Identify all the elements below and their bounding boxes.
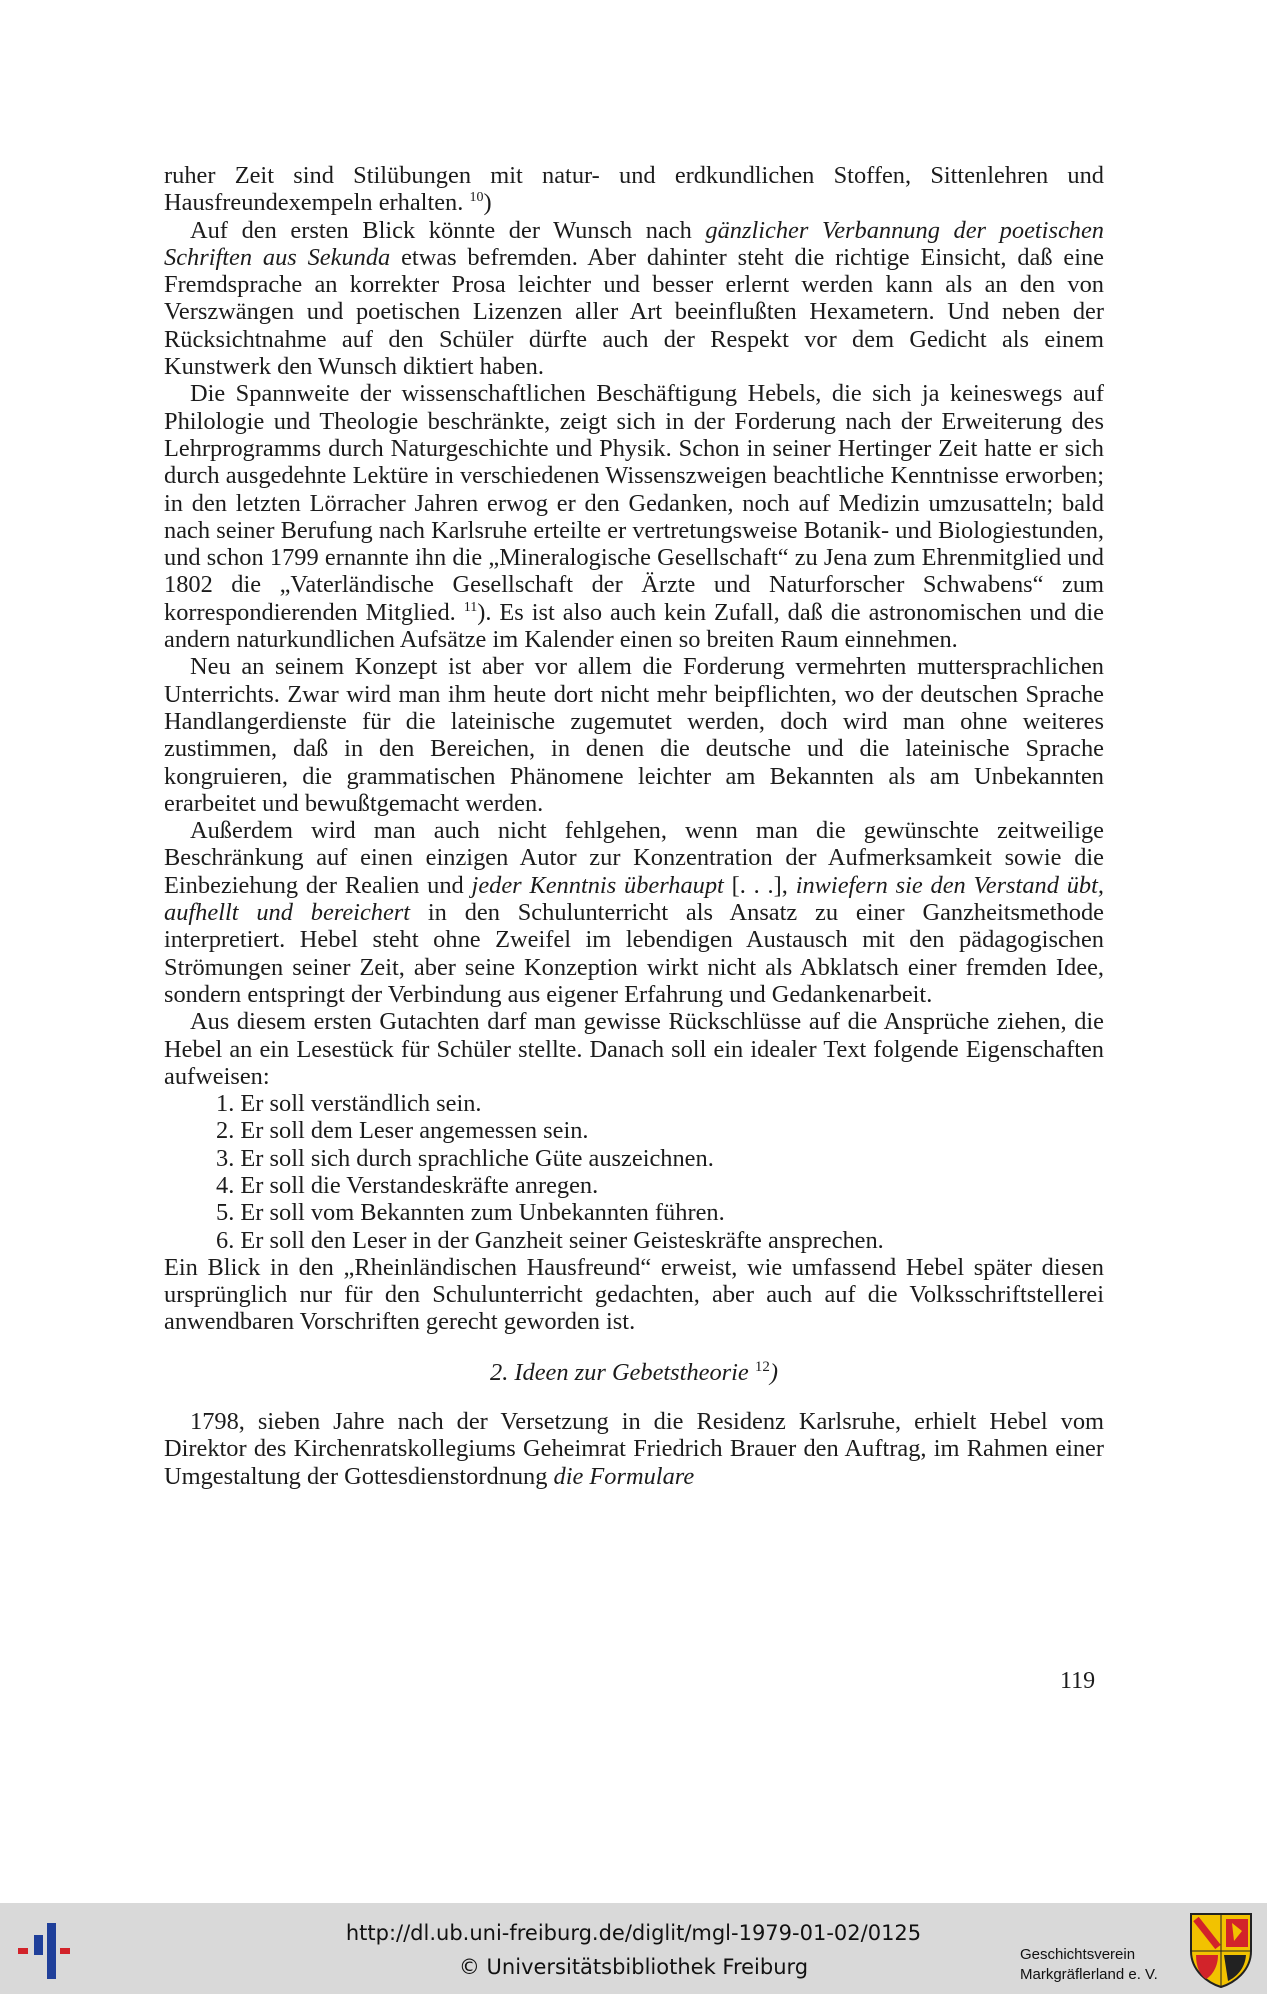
- footnote-ref: 12: [754, 1358, 770, 1375]
- document-url-link[interactable]: http://dl.ub.uni-freiburg.de/diglit/mgl-1979-01-02/0125: [345, 1921, 922, 1945]
- copyright-text: © Universitätsbibliothek Freiburg: [458, 1955, 809, 1979]
- italic-quote: jeder Kenntnis überhaupt: [471, 871, 724, 899]
- list-item: 1. Er soll verständlich sein.: [216, 1090, 482, 1118]
- paragraph-6: Aus diesem ersten Gutachten darf man gewisse Rückschlüsse auf die Ansprüche ziehen, die Hebel an ein Lesestück für Schüler stellte. Danach soll ein idealer Text folgende Eigenschaften aufweisen:: [164, 1008, 1104, 1090]
- italic-quote: gänzlicher Verbannung der poetischen Schriften aus Sekunda: [164, 216, 1104, 271]
- list-item: 3. Er soll sich durch sprachliche Güte auszeichnen.: [216, 1144, 714, 1172]
- paragraph-3: Die Spannweite der wissenschaftlichen Beschäftigung Hebels, die sich ja keineswegs auf Philologie und Theologie beschränkte, zeigt sich in der Forderung nach der Erweiterung des Lehrprogramms durch Naturgeschichte und Physik. Schon in seiner Hertinger Zeit hatte er sich durch ausgedehnte Lektüre in verschiedenen Wissenszweigen beachtliche Kenntnisse erworben; in den letzten Lörracher Jahren erwog er den Gedanken, noch auf Medizin umzusatteln; bald nach seiner Berufung nach Karlsruhe erteilte er vertretungsweise Botanik- und Biologiestunden, und schon 1799 ernannte ihn die „Mineralogische Gesellschaft“ zu Jena zum Ehrenmitglied und 1802 die „Vaterländische Gesellschaft der Ärzte und Naturforscher Schwabens“ zum korrespondierenden Mitglied. $^{11}$). Es ist also auch kein Zufall, daß die astronomischen und die andern naturkundlichen Aufsätze im Kalender einen so breiten Raum einnehmen.: [164, 380, 1104, 654]
- list-item: 2. Er soll dem Leser angemessen sein.: [216, 1117, 589, 1145]
- paragraph-7: Ein Blick in den „Rheinländischen Hausfreund“ erweist, wie umfassend Hebel später diesen ursprünglich nur für den Schulunterricht gedachten, aber auch auf die Volksschriftstellerei anwendbaren Vorschriften gerecht geworden ist.: [164, 1253, 1104, 1336]
- list-item: 4. Er soll die Verstandeskräfte anregen.: [216, 1171, 599, 1199]
- section-heading: 2. Ideen zur Gebetstheorie $^{12}$): [490, 1358, 778, 1386]
- footnote-ref: 10: [469, 190, 484, 206]
- paragraph-1: ruher Zeit sind Stilübungen mit natur- und erdkundlichen Stoffen, Sittenlehren und Hausfreundexempeln erhalten. $^{10}$): [164, 162, 1104, 217]
- italic-quote: inwiefern sie den Verstand übt, aufhellt und bereichert: [164, 871, 1104, 927]
- paragraph-2: Auf den ersten Blick könnte der Wunsch nach gänzlicher Verbannung der poetischen Schriften aus Sekunda etwas befremden. Aber dahinter steht die richtige Einsicht, daß eine Fremdsprache an korrekter Prosa leichter und besser erlernt werden kann als an den von Verszwängen und poetischen Lizenzen aller Art beeinflußten Hexametern. Und neben der Rücksichtnahme auf den Schüler dürfte auch der Respekt vor dem Gedicht als einem Kunstwerk den Wunsch diktiert haben.: [164, 216, 1104, 381]
- footnote-ref: 11: [463, 599, 478, 615]
- page-number: 119: [1060, 1668, 1096, 1694]
- paragraph-5: Außerdem wird man auch nicht fehlgehen, wenn man die gewünschte zeitweilige Beschränkung auf einen einzigen Autor zur Konzentration der Aufmerksamkeit sowie die Einbeziehung der Realien und jeder Kenntnis überhaupt [. . .], inwiefern sie den Verstand übt, aufhellt und bereichert in den Schulunterricht als Ansatz zu einer Ganzheitsmethode interpretiert. Hebel steht ohne Zweifel im lebendigen Austausch mit den pädagogischen Strömungen seiner Zeit, aber seine Konzeption wirkt nicht als Abklatsch einer fremden Idee, sondern entspringt der Verbindung aus eigener Erfahrung und Gedankenarbeit.: [164, 817, 1104, 1008]
- coat-of-arms-icon: [1188, 1911, 1254, 1989]
- paragraph-4: Neu an seinem Konzept ist aber vor allem die Forderung vermehrten muttersprachlichen Unterrichts. Zwar wird man ihm heute dort nicht mehr beipflichten, wo der deutschen Sprache Handlangerdienste für die lateinische zugemutet werden, doch wird man ohne weiteres zustimmen, daß in den Bereichen, in denen die deutsche und die lateinische Sprache kongruieren, die grammatischen Phänomene leichter am Bekannten als am Unbekannten erarbeitet und bewußtgemacht werden.: [164, 653, 1104, 817]
- italic-quote: die Formulare: [553, 1462, 695, 1490]
- list-item: 5. Er soll vom Bekannten zum Unbekannten führen.: [216, 1199, 725, 1227]
- paragraph-8: 1798, sieben Jahre nach der Versetzung in die Residenz Karlsruhe, erhielt Hebel vom Direktor des Kirchenratskollegiums Geheimrat Friedrich Brauer den Auftrag, im Rahmen einer Umgestaltung der Gottesdienstordnung die Formulare: [164, 1408, 1104, 1490]
- list-item: 6. Er soll den Leser in der Ganzheit seiner Geisteskräfte ansprechen.: [216, 1226, 884, 1254]
- requirements-list: [164, 1090, 1104, 1254]
- society-name: Geschichtsverein Markgräflerland e. V.: [1020, 1946, 1158, 1983]
- document-body: [164, 162, 1104, 1490]
- footer-bar: [0, 1903, 1267, 1994]
